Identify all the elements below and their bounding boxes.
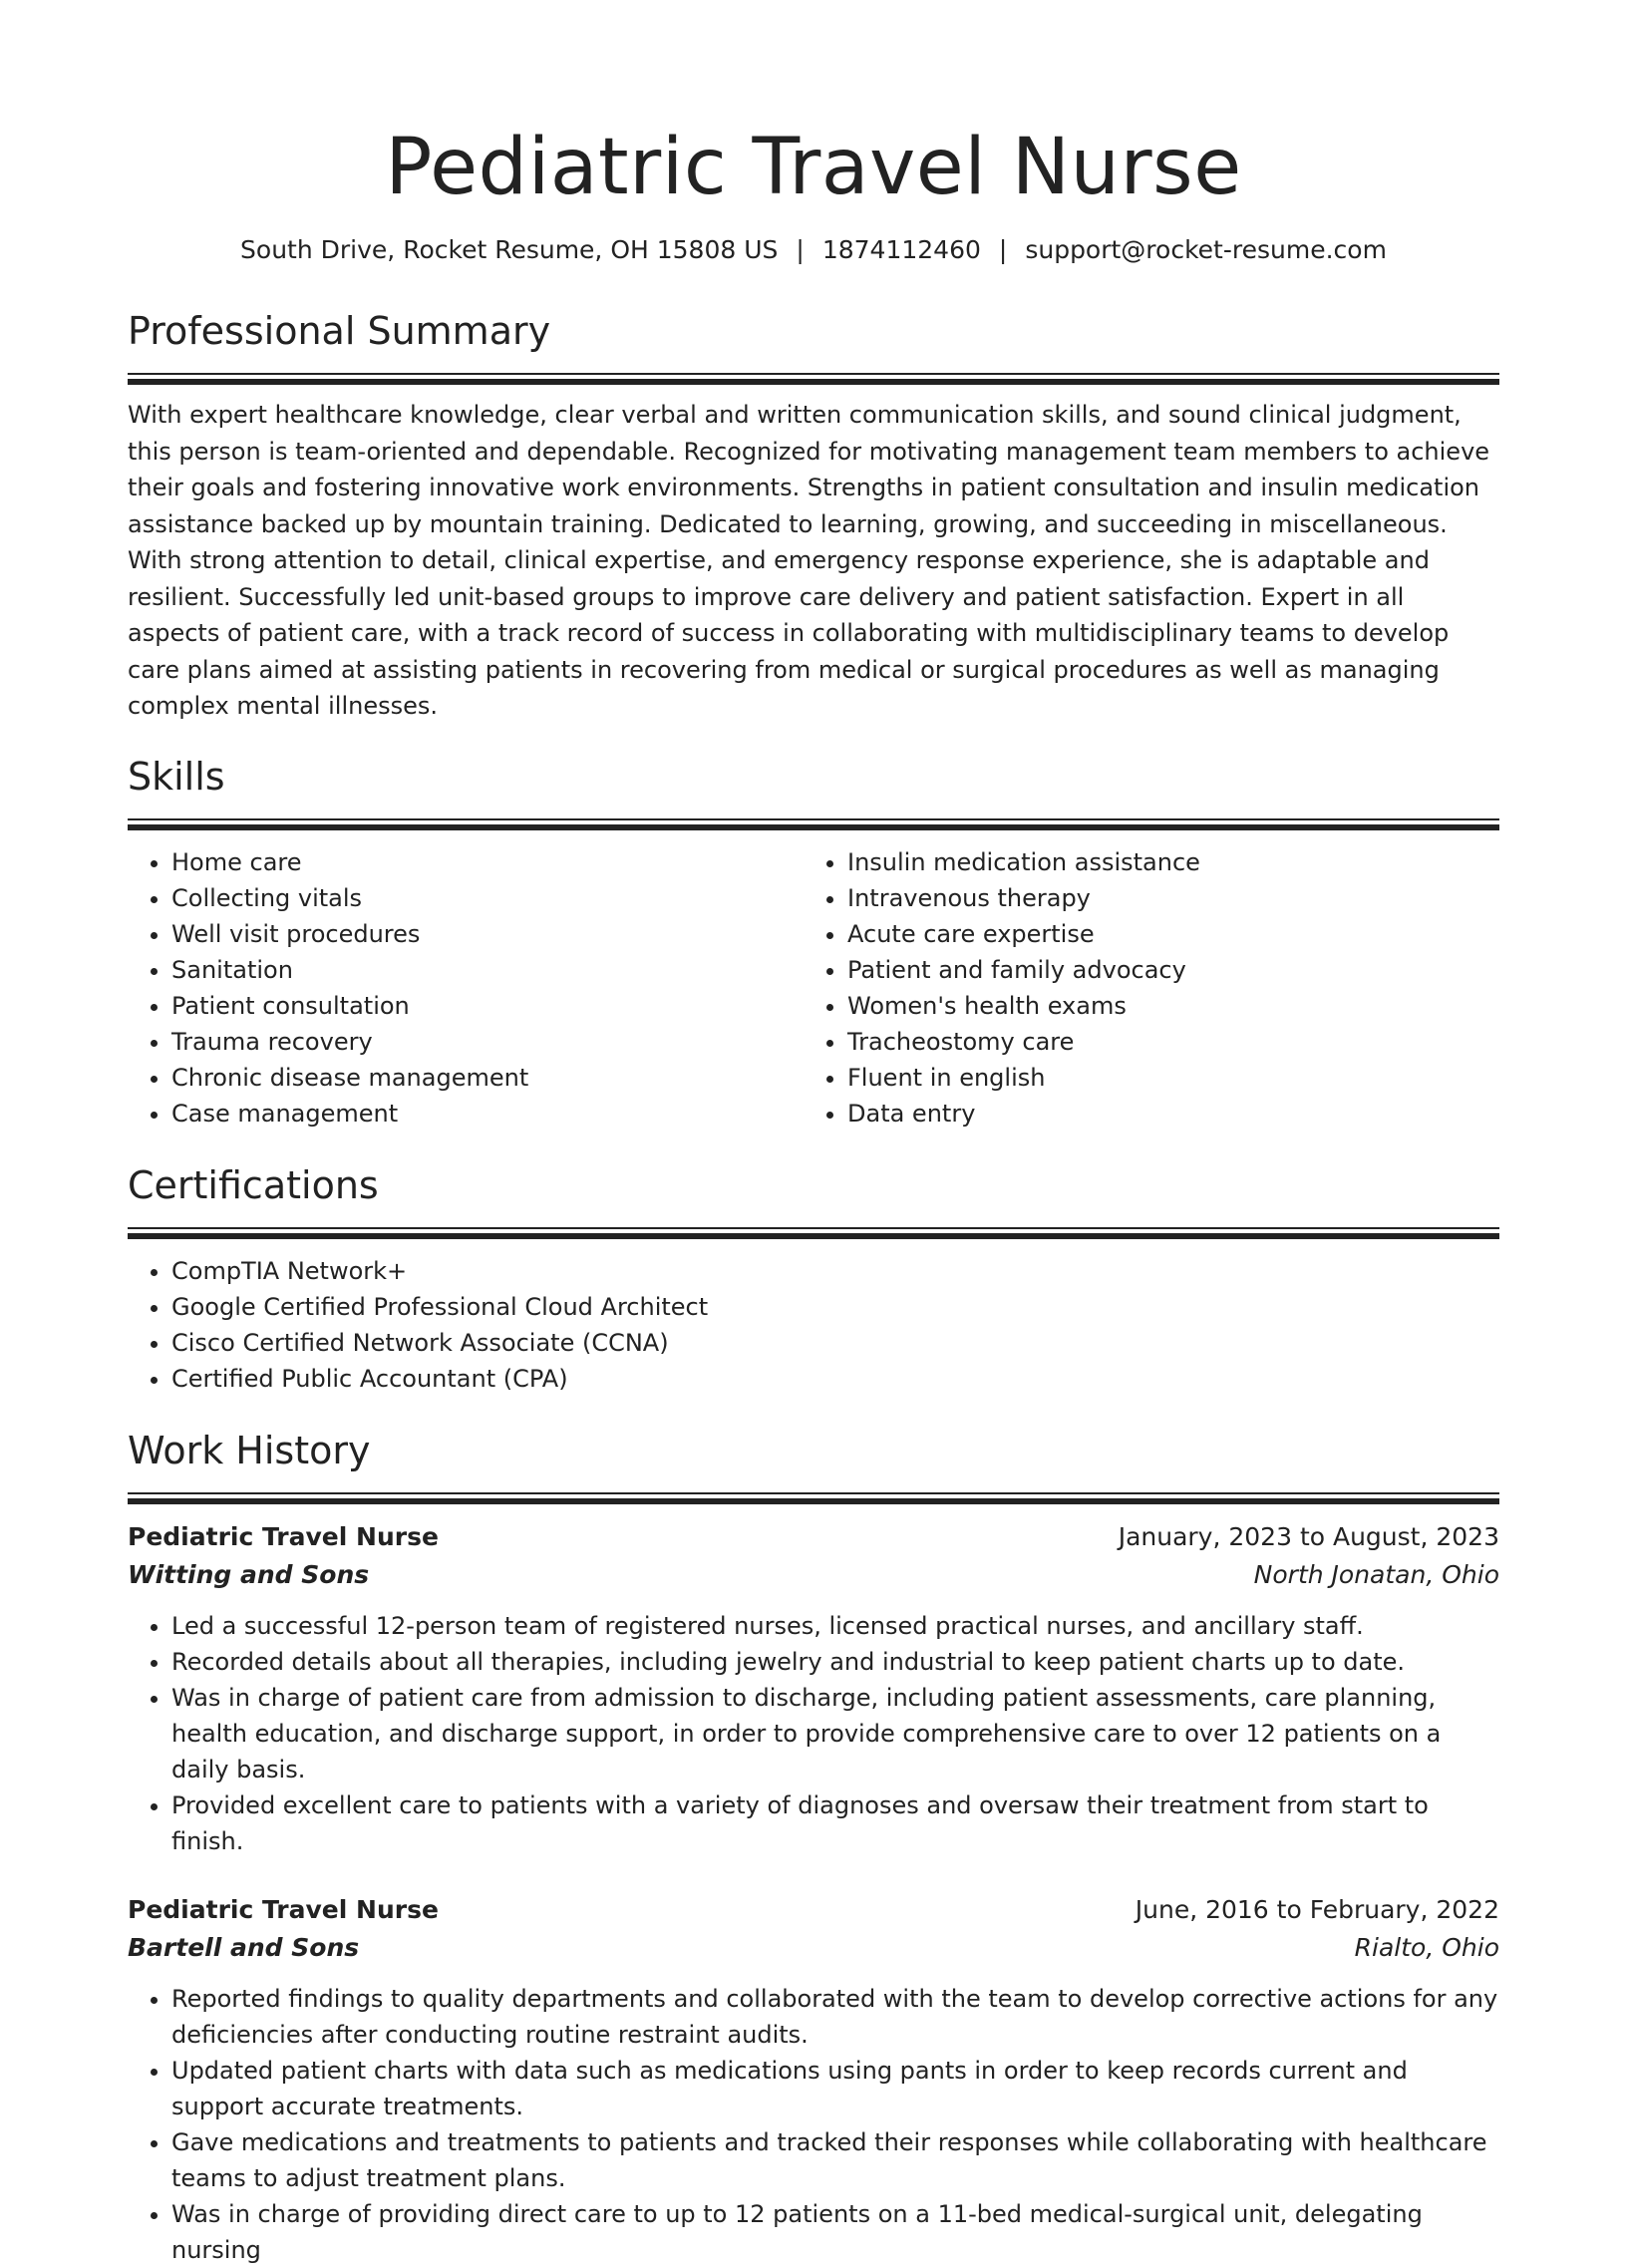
skill-item: • Well visit procedures	[171, 916, 804, 952]
skills-column-right	[804, 844, 1479, 1132]
contact-phone: 1874112460	[821, 235, 981, 264]
job-header-row	[128, 1891, 1499, 1929]
contact-line	[128, 233, 1499, 267]
certification-item: • CompTIA Network+	[171, 1253, 1499, 1289]
job-location: Rialto, Ohio	[1354, 1932, 1499, 1962]
skill-item: • Fluent in english	[847, 1060, 1479, 1096]
contact-address: South Drive, Rocket Resume, OH 15808 US	[240, 235, 779, 264]
job-bullets	[128, 1981, 1499, 2268]
skills-section	[128, 753, 1499, 1132]
job-bullet: • Recorded details about all therapies, including jewelry and industrial to keep patient charts up to date.	[171, 1644, 1499, 1680]
certification-item: • Certified Public Accountant (CPA)	[171, 1361, 1499, 1397]
job-bullet: • Was in charge of patient care from admission to discharge, including patient assessments, care planning, health education, and discharge support, in order to provide comprehensive care to over 12 patients on a daily basis.	[171, 1680, 1499, 1787]
certifications-heading: Certifications	[128, 1162, 379, 1207]
skills-heading: Skills	[128, 754, 225, 799]
section-divider	[128, 1492, 1499, 1504]
section-divider	[128, 1227, 1499, 1239]
job-dates: June, 2016 to February, 2022	[1135, 1894, 1499, 1924]
skill-item: • Home care	[171, 844, 804, 880]
skill-item: • Women's health exams	[847, 988, 1479, 1024]
summary-heading: Professional Summary	[128, 309, 551, 353]
summary-section	[128, 307, 1499, 725]
certification-item: • Google Certified Professional Cloud Architect	[171, 1289, 1499, 1325]
certification-item: • Cisco Certified Network Associate (CCNA)	[171, 1325, 1499, 1361]
contact-email: support@rocket-resume.com	[1025, 235, 1387, 264]
job-bullet: • Led a successful 12-person team of registered nurses, licensed practical nurses, and ancillary staff.	[171, 1608, 1499, 1644]
job-company: Bartell and Sons	[128, 1932, 360, 1962]
job-bullets	[128, 1608, 1499, 1859]
job-bullet: • Provided excellent care to patients with a variety of diagnoses and oversaw their treatment from start to finish.	[171, 1787, 1499, 1859]
resume-name: Pediatric Travel Nurse	[385, 123, 1242, 212]
resume-page	[128, 0, 1499, 2268]
job-title: Pediatric Travel Nurse	[128, 1521, 439, 1551]
skill-item: • Acute care expertise	[847, 916, 1479, 952]
work-history-section	[128, 1427, 1499, 2268]
section-divider	[128, 818, 1499, 830]
job-subheader-row	[128, 1929, 1499, 1967]
job-bullet: • Updated patient charts with data such as medications using pants in order to keep records current and support accurate treatments.	[171, 2053, 1499, 2124]
skill-item: • Trauma recovery	[171, 1024, 804, 1060]
summary-text: With expert healthcare knowledge, clear verbal and written communication skills, and sound clinical judgment, this person is team-oriented and dependable. Recognized for motivating management team members to achieve their goals and fostering innovative work environments. Strengths in patient consultation and insulin medication assistance backed up by mountain training. Dedicated to learning, growing, and succeeding in miscellaneous. With strong attention to detail, clinical expertise, and emergency response experience, she is adaptable and resilient. Successfully led unit-based groups to improve care delivery and patient satisfaction. Expert in all aspects of patient care, with a track record of success in collaborating with multidisciplinary teams to develop care plans aimed at assisting patients in recovering from medical or surgical procedures as well as managing complex mental illnesses.	[128, 401, 1490, 720]
skills-grid	[128, 844, 1499, 1132]
skill-item: • Case management	[171, 1096, 804, 1132]
skill-item: • Tracheostomy care	[847, 1024, 1479, 1060]
job-dates: January, 2023 to August, 2023	[1118, 1521, 1499, 1551]
certifications-section	[128, 1161, 1499, 1397]
job-bullet: • Was in charge of providing direct care to up to 12 patients on a 11-bed medical-surgical unit, delegating nursing	[171, 2196, 1499, 2268]
skill-item: • Insulin medication assistance	[847, 844, 1479, 880]
job-header-row	[128, 1518, 1499, 1556]
contact-separator: |	[998, 235, 1008, 264]
skill-item: • Intravenous therapy	[847, 880, 1479, 916]
skill-item: • Sanitation	[171, 952, 804, 988]
job-bullet: • Gave medications and treatments to patients and tracked their responses while collaborating with healthcare teams to adjust treatment plans.	[171, 2124, 1499, 2196]
job-subheader-row	[128, 1556, 1499, 1594]
skill-item: • Data entry	[847, 1096, 1479, 1132]
skills-column-left	[128, 844, 804, 1132]
job-entry	[128, 1891, 1499, 2268]
job-entry	[128, 1518, 1499, 1859]
work-history-heading: Work History	[128, 1428, 371, 1472]
skill-item: • Patient and family advocacy	[847, 952, 1479, 988]
job-title: Pediatric Travel Nurse	[128, 1894, 439, 1924]
job-location: North Jonatan, Ohio	[1253, 1559, 1499, 1589]
skill-item: • Collecting vitals	[171, 880, 804, 916]
certifications-list	[128, 1253, 1499, 1397]
skill-item: • Patient consultation	[171, 988, 804, 1024]
skills-list-right	[804, 844, 1479, 1132]
contact-separator: |	[796, 235, 805, 264]
job-company: Witting and Sons	[128, 1559, 370, 1589]
skill-item: • Chronic disease management	[171, 1060, 804, 1096]
skills-list-left	[128, 844, 804, 1132]
section-divider	[128, 373, 1499, 385]
job-bullet: • Reported findings to quality departments and collaborated with the team to develop corrective actions for any deficiencies after conducting routine restraint audits.	[171, 1981, 1499, 2053]
